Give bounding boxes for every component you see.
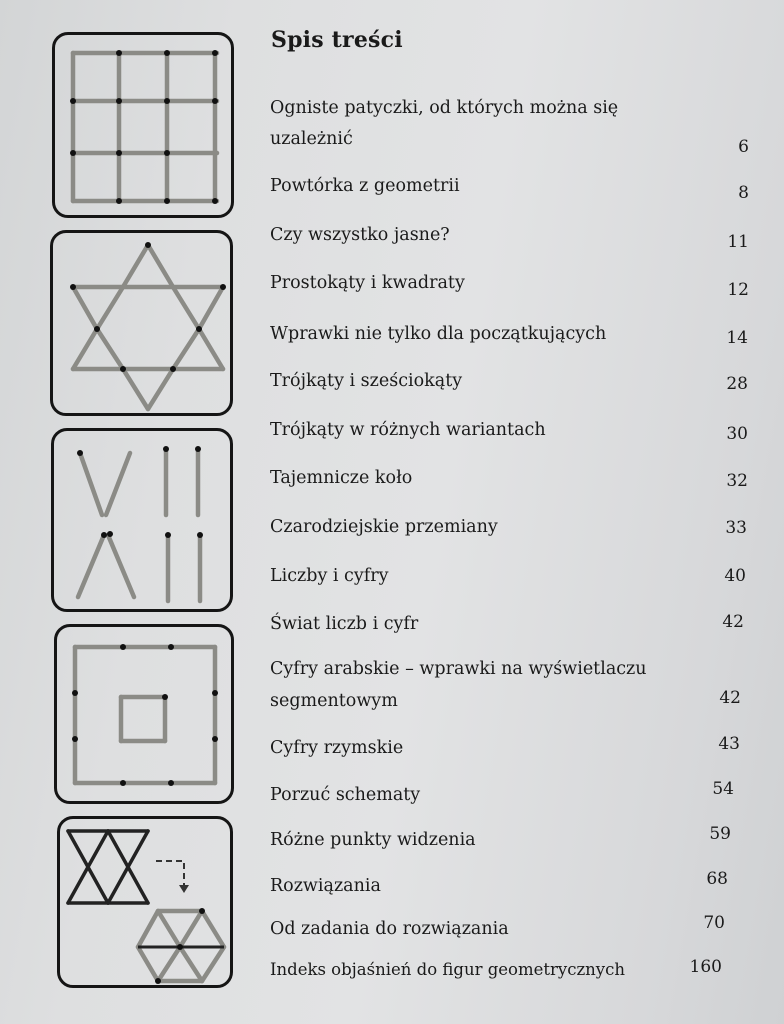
toc-entry-title[interactable]: Trójkąty w różnych wariantach	[270, 420, 546, 440]
toc-entry-title[interactable]: Powtórka z geometrii	[270, 176, 460, 196]
toc-entry-title[interactable]: Tajemnicze koło	[270, 468, 413, 488]
toc-entry-title[interactable]: Cyfry rzymskie	[270, 738, 404, 758]
toc-entry-page: 42	[719, 688, 741, 708]
illustration-roman-panel	[51, 428, 233, 612]
toc-entry-title[interactable]: Świat liczb i cyfr	[270, 614, 419, 634]
toc-entry-title[interactable]	[270, 92, 618, 155]
toc-entry-title[interactable]: Czarodziejskie przemiany	[270, 517, 498, 537]
toc-entry-page: 14	[726, 328, 748, 348]
illustration-grid-panel	[52, 32, 234, 218]
illustration-star-panel	[50, 230, 233, 416]
toc-entry-title[interactable]: Trójkąty i sześciokąty	[270, 371, 463, 391]
toc-entry-page: 54	[712, 779, 734, 799]
toc-entry-page: 59	[709, 824, 731, 844]
matchstick-triangles-to-hexagon-icon	[60, 819, 236, 991]
toc-entry-page: 33	[725, 518, 747, 538]
toc-entry-page: 68	[706, 869, 728, 889]
toc-entry-page: 12	[727, 280, 749, 300]
matchstick-nested-squares-icon	[57, 627, 237, 807]
toc-entry-title[interactable]: Indeks objaśnień do figur geometrycznych	[270, 960, 625, 979]
toc-entry-title-line: segmentowym	[270, 691, 398, 711]
toc-entry-title[interactable]	[270, 653, 647, 717]
toc-entry-title-line: Cyfry arabskie – wprawki na wyświetlaczu	[270, 659, 647, 679]
toc-title: Spis treści	[271, 27, 403, 53]
toc-entry-title[interactable]: Od zadania do rozwiązania	[270, 919, 509, 939]
toc-entry-page: 11	[727, 232, 749, 252]
toc-entry-page: 43	[718, 734, 740, 754]
toc-entry-page: 40	[724, 566, 746, 586]
toc-entry-page: 42	[722, 612, 744, 632]
toc-entry-title[interactable]: Liczby i cyfry	[270, 566, 389, 586]
toc-entry-page: 70	[703, 913, 725, 933]
matchstick-star-icon	[53, 233, 236, 419]
toc-entry-page: 160	[689, 957, 722, 977]
toc-entry-page: 28	[726, 374, 748, 394]
toc-entry-title[interactable]: Różne punkty widzenia	[270, 830, 476, 850]
matchstick-grid-icon	[55, 35, 237, 221]
toc-entry-page: 30	[726, 424, 748, 444]
toc-entry-title[interactable]: Porzuć schematy	[270, 785, 421, 805]
toc-entry-page: 6	[738, 137, 749, 157]
illustration-triangles-panel	[57, 816, 233, 988]
illustration-squares-panel	[54, 624, 234, 804]
toc-entry-title[interactable]: Wprawki nie tylko dla początkujących	[270, 324, 607, 344]
toc-entry-title[interactable]: Czy wszystko jasne?	[270, 225, 450, 245]
toc-entry-page: 8	[738, 183, 749, 203]
toc-entry-title[interactable]: Rozwiązania	[270, 876, 381, 896]
toc-entry-title[interactable]: Prostokąty i kwadraty	[270, 273, 465, 293]
toc-entry-page: 32	[726, 471, 748, 491]
toc-entry-title-line: uzależnić	[270, 129, 353, 149]
toc-entry-title-line: Ogniste patyczki, od których można się	[270, 98, 619, 118]
matchstick-roman-numerals-icon	[54, 431, 236, 615]
